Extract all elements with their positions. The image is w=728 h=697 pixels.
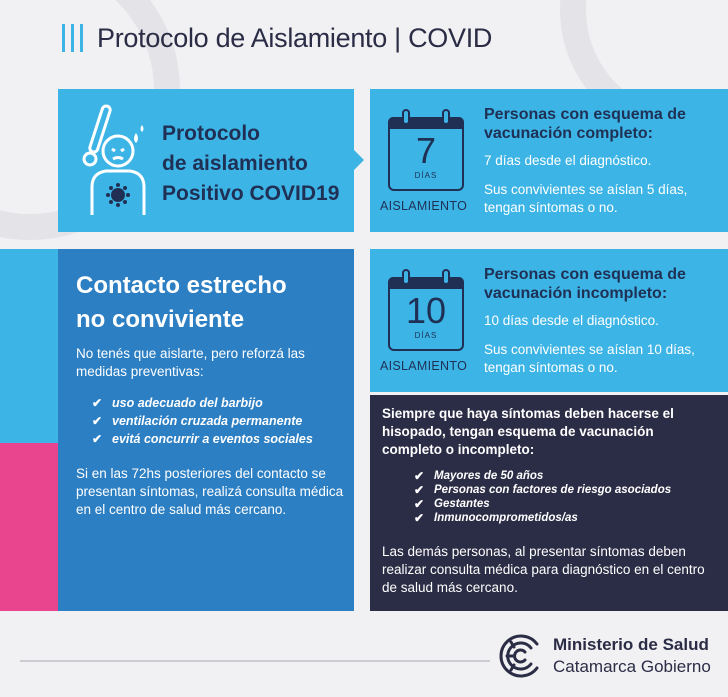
page-header — [62, 18, 492, 58]
calendar-icon — [388, 269, 464, 351]
incomplete-days-text: 10 días desde el diagnóstico. — [484, 313, 659, 328]
page-title: Protocolo de Aislamiento | COVID — [97, 22, 493, 53]
days-label: DÍAS — [414, 331, 438, 340]
list-item — [414, 483, 671, 497]
calendar-icon — [388, 109, 464, 191]
check-icon: ✔ — [414, 497, 425, 511]
check-icon: ✔ — [414, 483, 425, 497]
preventive-measures-list — [92, 394, 313, 448]
list-item-label: Mayores de 50 años — [434, 470, 544, 482]
list-item-label: uso adecuado del barbijo — [112, 396, 263, 410]
complete-cohabitants-text: Sus convivientes se aíslan 5 días, tengan síntomas o no. — [484, 182, 688, 215]
contact-title-line-2: no conviviente — [76, 306, 245, 333]
complete-days-text: 7 días desde el diagnóstico. — [484, 153, 652, 168]
isolation-label: AISLAMIENTO — [380, 359, 468, 373]
list-item — [414, 469, 671, 483]
check-icon: ✔ — [414, 511, 425, 525]
list-item-label: evitá concurrir a eventos sociales — [112, 432, 313, 446]
list-item-label: Personas con factores de riesgo asociados — [434, 484, 672, 496]
risk-groups-list — [414, 469, 671, 525]
contact-title — [76, 269, 287, 337]
list-item — [92, 430, 313, 448]
footer-divider — [20, 660, 490, 662]
incomplete-cohabitants-text: Sus convivientes se aíslan 10 días, tengan síntomas o no. — [484, 342, 695, 375]
left-blue-stripe — [0, 249, 58, 443]
left-pink-stripe — [0, 443, 58, 611]
isolation-label: AISLAMIENTO — [380, 199, 468, 213]
hero-arrow-icon — [354, 150, 364, 170]
list-item — [92, 394, 313, 412]
list-item — [414, 511, 671, 525]
isolation-days-number: 10 — [405, 290, 447, 331]
close-contact-panel — [58, 249, 354, 611]
hero-title — [162, 119, 339, 209]
hero-line-3: Positivo COVID19 — [162, 182, 340, 205]
check-icon: ✔ — [92, 414, 103, 428]
ministry-name: Ministerio de Salud — [553, 635, 709, 654]
contact-outro: Si en las 72hs posteriores del contacto se presentan síntomas, realizá consulta médica en el centro de salud más cercano. — [76, 466, 344, 517]
contact-intro: No tenés que aislarte, pero reforzá las medidas preventivas: — [76, 346, 305, 379]
swab-panel — [370, 395, 728, 611]
isolation-days-number: 7 — [415, 130, 437, 171]
list-item-label: ventilación cruzada permanente — [112, 414, 303, 428]
list-item — [92, 412, 313, 430]
ministry-logo-icon — [497, 632, 545, 680]
days-label: DÍAS — [414, 171, 438, 180]
header-bars-icon — [62, 24, 83, 52]
list-item-label: Inmunocomprometidos/as — [434, 512, 578, 524]
sick-person-thermometer-icon — [70, 103, 160, 218]
contact-title-line-1: Contacto estrecho — [76, 272, 287, 299]
check-icon: ✔ — [414, 469, 425, 483]
list-item-label: Gestantes — [434, 498, 490, 510]
incomplete-title: Personas con esquema de vacunación incompleto: — [484, 266, 686, 302]
hero-panel — [58, 89, 354, 232]
complete-title: Personas con esquema de vacunación completo: — [484, 106, 686, 142]
check-icon: ✔ — [92, 432, 103, 446]
check-icon: ✔ — [92, 396, 103, 410]
list-item — [414, 497, 671, 511]
swab-title: Siempre que haya síntomas deben hacerse el hisopado, tengan esquema de vacunación completo o incompleto: — [382, 406, 674, 457]
incomplete-vaccination-panel — [370, 249, 728, 392]
hero-line-2: de aislamiento — [162, 152, 308, 175]
swab-outro: Las demás personas, al presentar síntomas deben realizar consulta médica para diagnóstico en el centro de salud más cercano. — [382, 544, 705, 595]
hero-line-1: Protocolo — [162, 122, 260, 145]
complete-vaccination-panel — [370, 89, 728, 232]
government-name: Catamarca Gobierno — [553, 657, 711, 676]
